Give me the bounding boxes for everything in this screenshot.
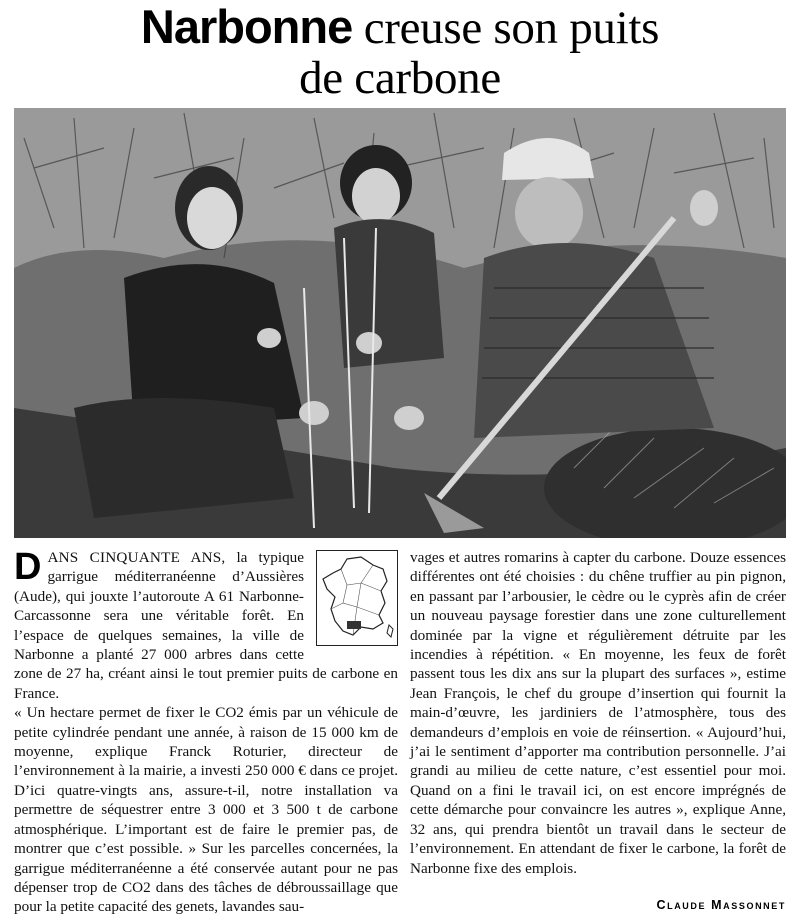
headline-rest: creuse son puits xyxy=(363,2,660,54)
headline xyxy=(0,2,800,103)
headline-bold: Narbonne xyxy=(140,0,353,53)
article-column-right xyxy=(410,548,786,878)
france-map-icon xyxy=(317,551,397,645)
france-map-inset xyxy=(316,550,398,646)
article-paragraph-1 xyxy=(14,548,398,703)
headline-line-1 xyxy=(0,2,800,53)
article-paragraph-3: vages et autres romarins à capter du carbone. Douze essences différentes ont été choisies : du chêne truffier au pin pignon, en passant par l’arbousier, le cèdre ou le cyprès afin de créer un nouveau paysage forestier dans une zone culturellement dominée par la vigne et régulièrement détruite par les incendies à répétition. « En moyenne, les feux de forêt passent tous les dix ans sur la plupart des surfaces », estime Jean François, le chef du groupe d’insertion qui fournit la main-d’œuvre, les jardiniers de l’atmosphère, tous des demandeurs d’emplois en voie de réinsertion. « Aujourd’hui, j’ai le sentiment d’apporter ma contribution personnelle. J’ai grandi au milieu de cette nature, c’est essentiel pour moi. Quand on a fini le travail ici, on est encore imprégnés de cette démarche pour convaincre les autres », explique Anne, 32 ans, qui prendra bientôt un travail dans le secteur de l’environnement. En attendant de fixer le carbone, la forêt de Narbonne fixe des emplois. xyxy=(410,549,786,877)
paragraph-1-text: la typique garrigue méditerranéenne d’Aussières (Aude), qui jouxte l’autoroute A 61 Narbonne-Carcassonne sera une véritable forêt. En l’espace de quelques semaines, la ville de Narbonne a planté 27 000 arbres dans cette zone de 27 ha, créant ainsi le tout premier puits de carbone en France. xyxy=(14,549,398,702)
byline: Claude Massonnet xyxy=(656,898,786,912)
article-column-left xyxy=(14,548,398,917)
headline-line-2: de carbone xyxy=(299,52,501,104)
article-paragraph-2: « Un hectare permet de fixer le CO2 émis par un véhicule de petite cylindrée pendant une année, à raison de 15 000 km de moyenne, explique Franck Roturier, directeur de l’environnement à la mairie, a investi 250 000 € dans ce projet. D’ici quatre-vingts ans, assure-t-il, notre installation va permettre de séquestrer entre 3 000 et 3 500 t de carbone atmosphérique. L’important est de faire le premier pas, de montrer que c’est possible. » Sur les parcelles concernées, la garrigue méditerranéenne a été conservée autant pour ne pas dépenser trop de CO2 dans des tâches de débroussaillage que pour la petite capacité des genets, lavandes sau- xyxy=(14,704,398,916)
dropcap: D xyxy=(14,546,42,588)
article-photo xyxy=(14,108,786,538)
lead-caps: ANS CINQUANTE ANS, xyxy=(47,549,226,566)
photo-three-people-planting-trees-icon xyxy=(14,108,786,538)
